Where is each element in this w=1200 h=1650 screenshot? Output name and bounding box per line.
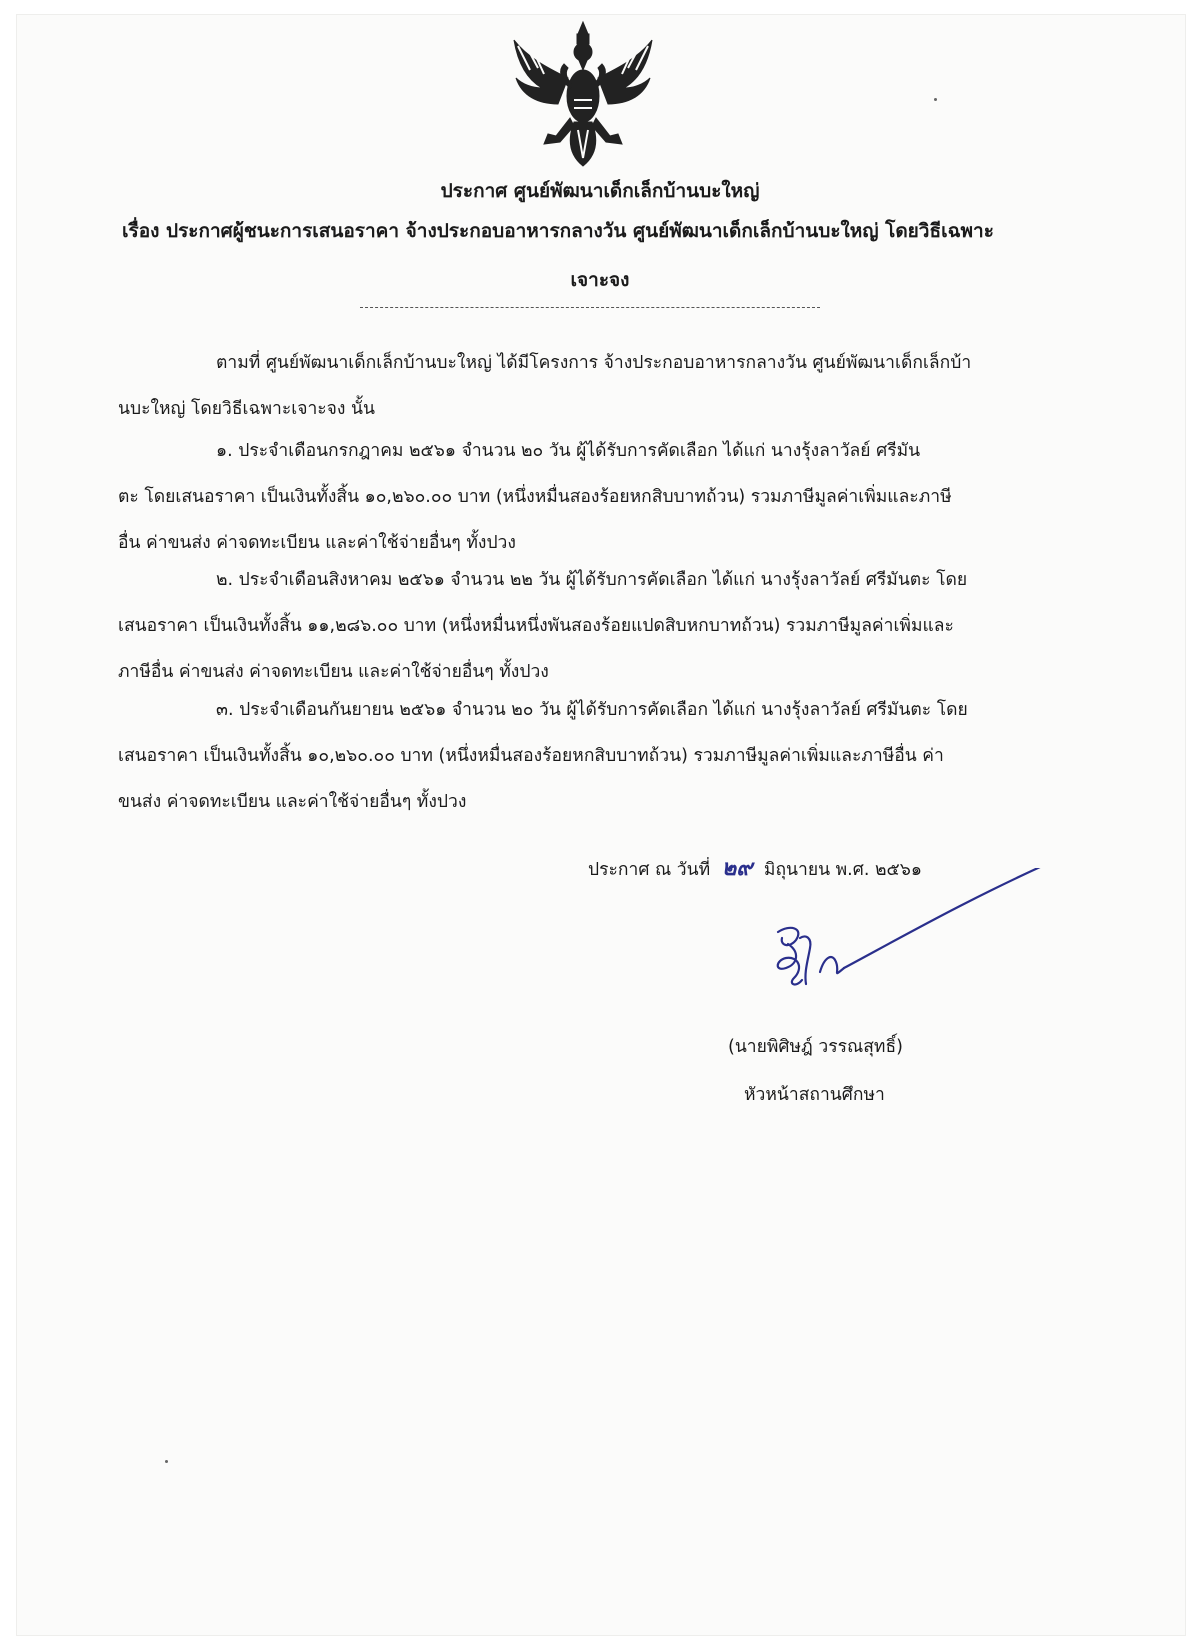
- subject-line: เรื่อง ประกาศผู้ชนะการเสนอราคา จ้างประกอบอาหารกลางวัน ศูนย์พัฒนาเด็กเล็กบ้านบะใหญ่ โดยวิธีเฉพาะ: [122, 220, 994, 242]
- item-2-line-3: ภาษีอื่น ค่าขนส่ง ค่าจดทะเบียน และค่าใช้จ่ายอื่นๆ ทั้งปวง: [118, 662, 549, 682]
- item-3-line-1: ๓. ประจำเดือนกันยายน ๒๕๖๑ จำนวน ๒๐ วัน ผู้ได้รับการคัดเลือก ได้แก่ นางรุ้งลาวัลย์ ศรีมันตะ โดย: [216, 700, 968, 720]
- item-1-line-2: ตะ โดยเสนอราคา เป็นเงินทั้งสิ้น ๑๐,๒๖๐.๐๐ บาท (หนึ่งหมื่นสองร้อยหกสิบบาทถ้วน) รวมภาษีมูลค่าเพิ่มและภาษี: [118, 487, 952, 507]
- item-3-line-3: ขนส่ง ค่าจดทะเบียน และค่าใช้จ่ายอื่นๆ ทั้งปวง: [118, 792, 467, 812]
- date-day-handwritten: ๒๙: [721, 855, 753, 881]
- intro-line-2: นบะใหญ่ โดยวิธีเฉพาะเจาะจง นั้น: [118, 399, 375, 419]
- item-1-line-3: อื่น ค่าขนส่ง ค่าจดทะเบียน และค่าใช้จ่ายอื่นๆ ทั้งปวง: [118, 533, 516, 553]
- handwritten-signature: [760, 868, 1080, 1028]
- subject-line-continued: เจาะจง: [570, 269, 630, 291]
- intro-paragraph: [118, 340, 1058, 432]
- item-2-line-1: ๒. ประจำเดือนสิงหาคม ๒๕๖๑ จำนวน ๒๒ วัน ผู้ได้รับการคัดเลือก ได้แก่ นางรุ้งลาวัลย์ ศรีมันตะ โดย: [216, 570, 968, 590]
- date-suffix: มิถุนายน พ.ศ. ๒๕๖๑: [763, 860, 922, 880]
- item-3-line-2: เสนอราคา เป็นเงินทั้งสิ้น ๑๐,๒๖๐.๐๐ บาท (หนึ่งหมื่นสองร้อยหกสิบบาทถ้วน) รวมภาษีมูลค่าเพิ่มและภาษีอื่น ค่า: [118, 746, 944, 766]
- paper-speck: [165, 1460, 168, 1463]
- announcement-title: ประกาศ ศูนย์พัฒนาเด็กเล็กบ้านบะใหญ่: [440, 180, 760, 202]
- document-page: [16, 14, 1186, 1636]
- item-2-line-2: เสนอราคา เป็นเงินทั้งสิ้น ๑๑,๒๘๖.๐๐ บาท (หนึ่งหมื่นหนึ่งพันสองร้อยแปดสิบหกบาทถ้วน) รวมภาษีมูลค่าเพิ่มและ: [118, 616, 954, 636]
- date-prefix: ประกาศ ณ วันที่: [588, 860, 711, 880]
- item-3-paragraph: [118, 687, 1058, 825]
- item-1-line-1: ๑. ประจำเดือนกรกฎาคม ๒๕๖๑ จำนวน ๒๐ วัน ผู้ได้รับการคัดเลือก ได้แก่ นางรุ้งลาวัลย์ ศรีมัน: [216, 441, 921, 461]
- item-2-paragraph: [118, 557, 1058, 695]
- signer-position: หัวหน้าสถานศึกษา: [744, 1085, 885, 1105]
- signer-name: (นายพิศิษฎ์ วรรณสุทธิ์): [728, 1037, 903, 1057]
- header-divider: [360, 307, 820, 308]
- item-1-paragraph: [118, 428, 1058, 566]
- paper-speck: [934, 98, 937, 101]
- intro-line-1: ตามที่ ศูนย์พัฒนาเด็กเล็กบ้านบะใหญ่ ได้มีโครงการ จ้างประกอบอาหารกลางวัน ศูนย์พัฒนาเด็กเล็กบ้า: [216, 353, 972, 373]
- garuda-emblem-icon: [508, 18, 658, 170]
